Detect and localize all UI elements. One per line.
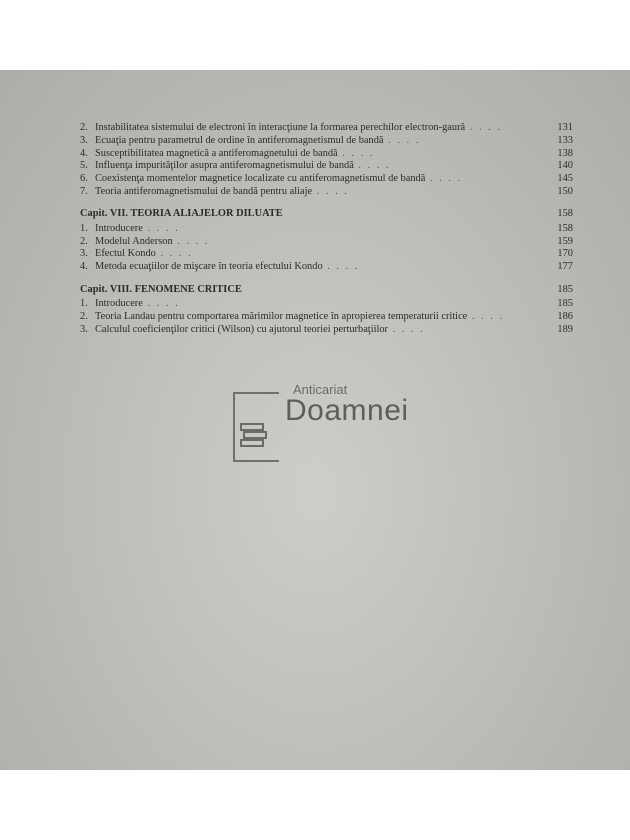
entry-page-number: 159 — [557, 235, 573, 247]
dot-leader: . . . . — [312, 185, 349, 197]
chapter-title: Capit. VIII. FENOMENE CRITICE — [80, 283, 242, 295]
dot-leader: . . . . — [467, 310, 505, 322]
chapter-page-number: 158 — [557, 208, 573, 220]
chapter-page-number: 185 — [557, 283, 573, 295]
entry-title: Teoria antiferomagnetismului de bandă pentru aliaje — [95, 185, 313, 197]
entry-title: Teoria Landau pentru comportarea mărimilor magnetice în apropierea temperaturii critice — [95, 310, 468, 322]
toc-section-viii — [80, 298, 573, 336]
entry-title: Ecuaţia pentru parametrul de ordine în antiferomagnetismul de bandă — [95, 134, 384, 146]
entry-page-number: 145 — [557, 173, 573, 185]
entry-page-number: 189 — [557, 323, 573, 335]
chapter-heading-vii — [80, 208, 573, 220]
entry-number: 4. — [80, 261, 88, 273]
entry-title: Modelul Anderson — [95, 235, 173, 247]
entry-title: Introducere — [95, 298, 143, 309]
entry-number: 6. — [80, 173, 88, 185]
entry-title: Coexistenţa momentelor magnetice localizate cu antiferomagnetismul de bandă — [95, 173, 426, 185]
entry-number: 4. — [80, 147, 88, 159]
entry-title: Metoda ecuaţiilor de mişcare în teoria efectului Kondo — [95, 261, 323, 273]
entry-number: 1. — [80, 298, 88, 309]
table-of-contents — [80, 122, 573, 336]
book-page — [0, 70, 630, 770]
entry-page-number: 158 — [557, 222, 573, 234]
entry-page-number: 170 — [557, 248, 573, 260]
watermark-logo — [233, 382, 409, 466]
toc-entry — [80, 298, 573, 310]
toc-entry — [80, 122, 573, 134]
entry-page-number: 186 — [557, 310, 573, 322]
toc-entry — [80, 311, 573, 323]
entry-page-number: 138 — [557, 147, 573, 159]
entry-number: 2. — [80, 122, 88, 133]
watermark-big-text: Doamnei — [285, 394, 409, 427]
entry-page-number: 133 — [557, 134, 573, 146]
chapter-title: Capit. VII. TEORIA ALIAJELOR DILUATE — [80, 208, 283, 220]
watermark-small-text: Anticariat — [293, 382, 348, 397]
toc-entry — [80, 135, 573, 147]
dot-leader: . . . . — [388, 323, 425, 335]
entry-title: Efectul Kondo — [95, 248, 156, 260]
dot-leader: . . . . — [337, 147, 375, 159]
entry-title: Calculul coeficienţilor critici (Wilson) cu ajutorul teoriei perturbaţiilor — [95, 323, 389, 335]
entry-number: 3. — [80, 134, 88, 146]
toc-entry — [80, 324, 573, 336]
toc-entry — [80, 148, 573, 160]
dot-leader: . . . . — [322, 261, 360, 273]
entry-title: Influenţa impurităţilor asupra antiferomagnetismului de bandă — [95, 160, 354, 172]
dot-leader: . . . . — [142, 222, 180, 234]
entry-title: Introducere — [95, 222, 143, 234]
toc-section-continued — [80, 122, 573, 198]
entry-title: Susceptibilitatea magnetică a antiferomagnetului de bandă — [95, 147, 338, 159]
dot-leader: . . . . — [353, 160, 391, 172]
toc-entry — [80, 236, 573, 248]
toc-entry — [80, 173, 573, 185]
toc-entry — [80, 186, 573, 198]
toc-entry — [80, 160, 573, 172]
toc-entry — [80, 261, 573, 273]
entry-page-number: 140 — [557, 160, 573, 172]
entry-number: 1. — [80, 222, 88, 234]
entry-number: 5. — [80, 160, 88, 172]
entry-number: 2. — [80, 310, 88, 322]
toc-section-vii — [80, 223, 573, 274]
chapter-heading-viii — [80, 284, 573, 296]
dot-leader: . . . . — [383, 134, 421, 146]
entry-page-number: 150 — [557, 185, 573, 197]
books-icon — [239, 420, 269, 450]
dot-leader: . . . . — [155, 248, 193, 260]
entry-number: 2. — [80, 235, 88, 247]
entry-page-number: 185 — [557, 298, 573, 309]
dot-leader: . . . . — [142, 298, 180, 309]
entry-number: 3. — [80, 323, 88, 335]
entry-number: 7. — [80, 185, 88, 197]
entry-page-number: 177 — [557, 261, 573, 273]
entry-title: Instabilitatea sistemului de electroni în interacţiune la formarea perechilor electron-gaură — [95, 122, 466, 133]
entry-page-number: 131 — [557, 122, 573, 133]
toc-entry — [80, 223, 573, 235]
entry-number: 3. — [80, 248, 88, 260]
dot-leader: . . . . — [465, 122, 502, 133]
toc-entry — [80, 248, 573, 260]
dot-leader: . . . . — [425, 173, 463, 185]
dot-leader: . . . . — [172, 235, 210, 247]
